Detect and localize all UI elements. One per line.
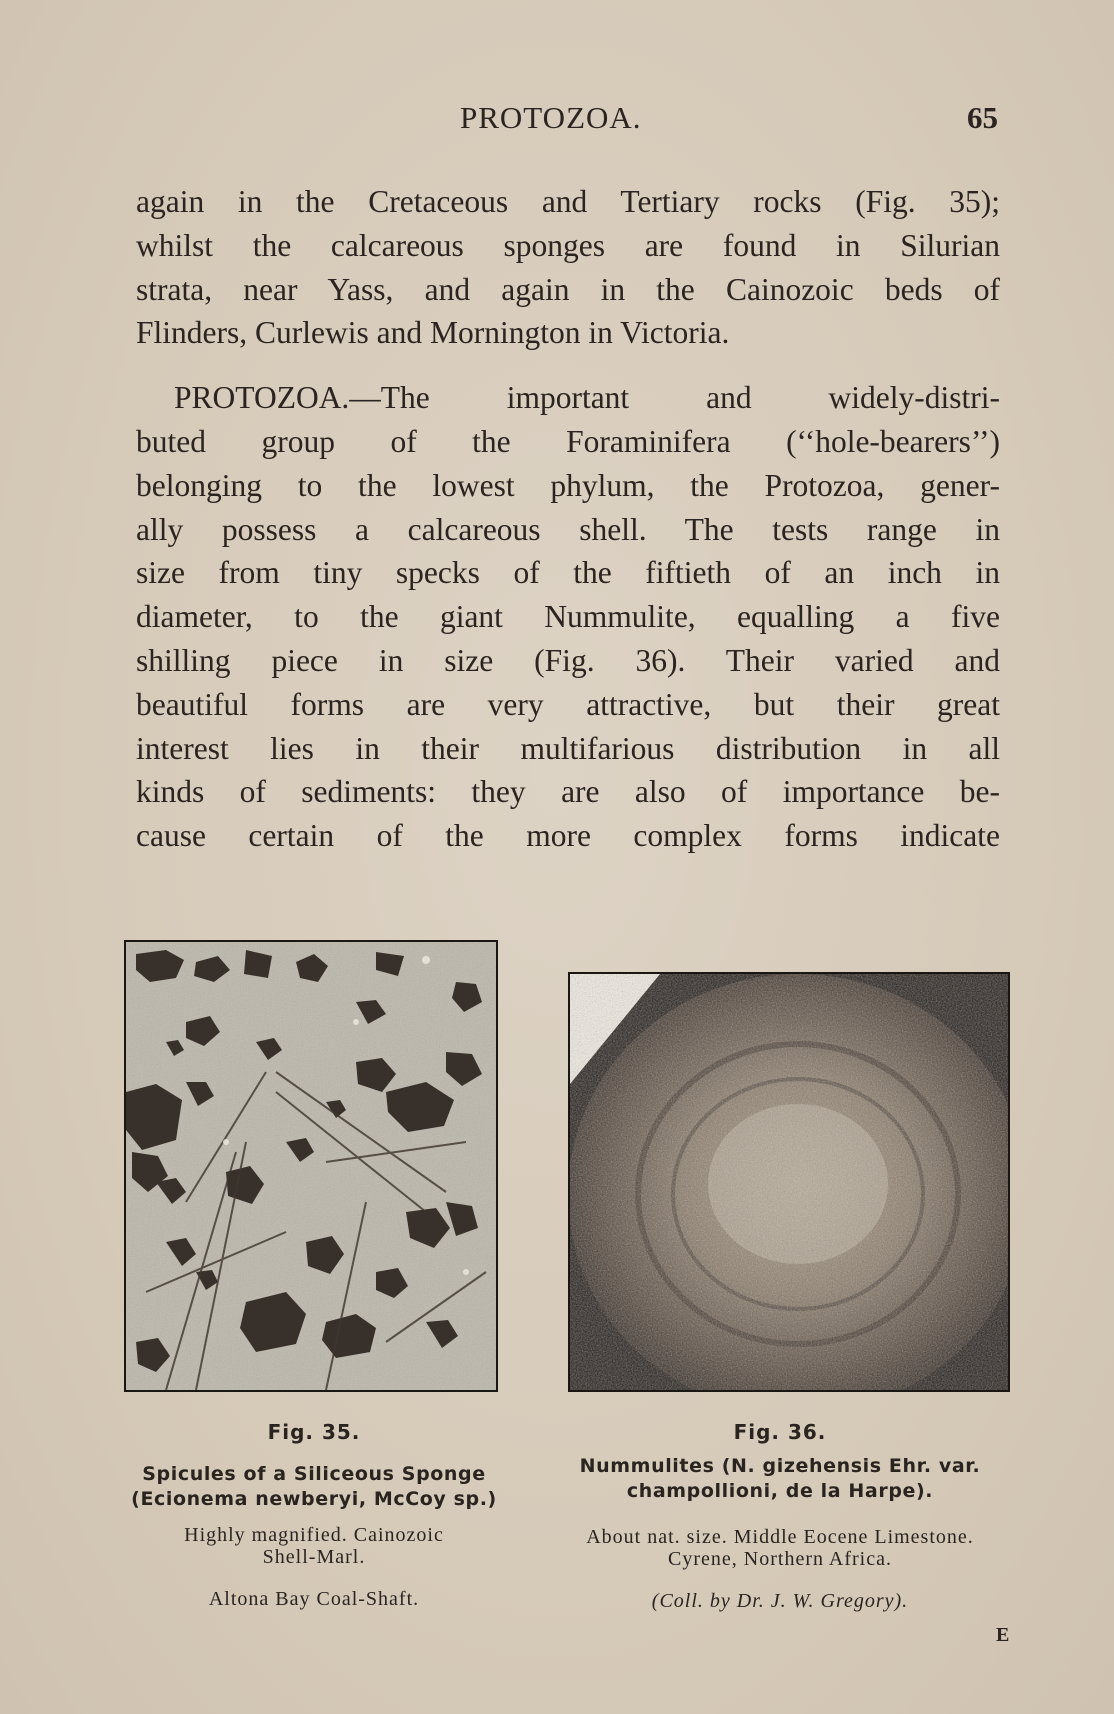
figure-35-extra: Altona Bay Coal-Shaft. (208, 1588, 420, 1610)
figure-36-credit: (Coll. by Dr. J. W. Gregory). (651, 1590, 909, 1612)
text-line: buted group of the Foraminifera (‘‘hole-bearers’’) (136, 423, 1000, 459)
text-line: diameter, to the giant Nummulite, equalling a five (136, 599, 1000, 635)
sponge-spicules-image (126, 942, 496, 1390)
text-line-content: PROTOZOA.—The important and widely-distri- (174, 380, 1000, 416)
figure-36-caption (530, 1420, 1030, 1613)
figure-35-title-line1: Spicules of a Siliceous Sponge (142, 1463, 486, 1485)
figure-35-caption (104, 1420, 524, 1611)
figure-36-title-line2: champollioni, de la Harpe). (626, 1480, 934, 1502)
text-line: size from tiny specks of the fiftieth of an inch in (136, 555, 1000, 591)
nummulite-image (570, 974, 1008, 1390)
figure-36 (568, 972, 1010, 1392)
figure-35-plate (124, 940, 498, 1392)
text-line: kinds of sediments: they are also of importance be- (136, 774, 1000, 810)
text-line: interest lies in their multifarious distribution in all (136, 730, 1000, 766)
figure-36-title-line1: Nummulites (N. gizehensis Ehr. var. (579, 1455, 981, 1477)
figure-35 (124, 940, 498, 1392)
body-text (136, 180, 1000, 858)
text-line: whilst the calcareous sponges are found in Silurian (136, 227, 1000, 263)
page-number: 65 (967, 100, 998, 135)
figure-36-plate (568, 972, 1010, 1392)
figure-35-sub-line1: Highly magnified. Cainozoic (184, 1524, 444, 1546)
figure-36-number: Fig. 36. (733, 1420, 827, 1444)
signature-mark: E (996, 1624, 1010, 1646)
text-line-first (136, 376, 1000, 420)
text-line: belonging to the lowest phylum, the Protozoa, gener- (136, 467, 1000, 503)
running-head: PROTOZOA. (460, 100, 642, 135)
figure-36-sub-line1: About nat. size. Middle Eocene Limestone. (586, 1526, 974, 1548)
figure-35-number: Fig. 35. (267, 1420, 361, 1444)
text-line: cause certain of the more complex forms indicate (136, 818, 1000, 854)
text-line: Flinders, Curlewis and Mornington in Victoria. (136, 315, 730, 351)
figure-36-sub-line2: Cyrene, Northern Africa. (668, 1548, 892, 1570)
text-line: ally possess a calcareous shell. The tests range in (136, 511, 1000, 547)
text-line: shilling piece in size (Fig. 36). Their varied and (136, 642, 1000, 678)
text-line: again in the Cretaceous and Tertiary rocks (Fig. 35); (136, 184, 1000, 219)
text-line: strata, near Yass, and again in the Cainozoic beds of (136, 271, 1000, 307)
figure-35-sub-line2: Shell-Marl. (262, 1546, 366, 1568)
text-line: beautiful forms are very attractive, but their great (136, 686, 1000, 722)
figure-35-title-line2: (Ecionema newberyi, McCoy sp.) (131, 1488, 497, 1510)
